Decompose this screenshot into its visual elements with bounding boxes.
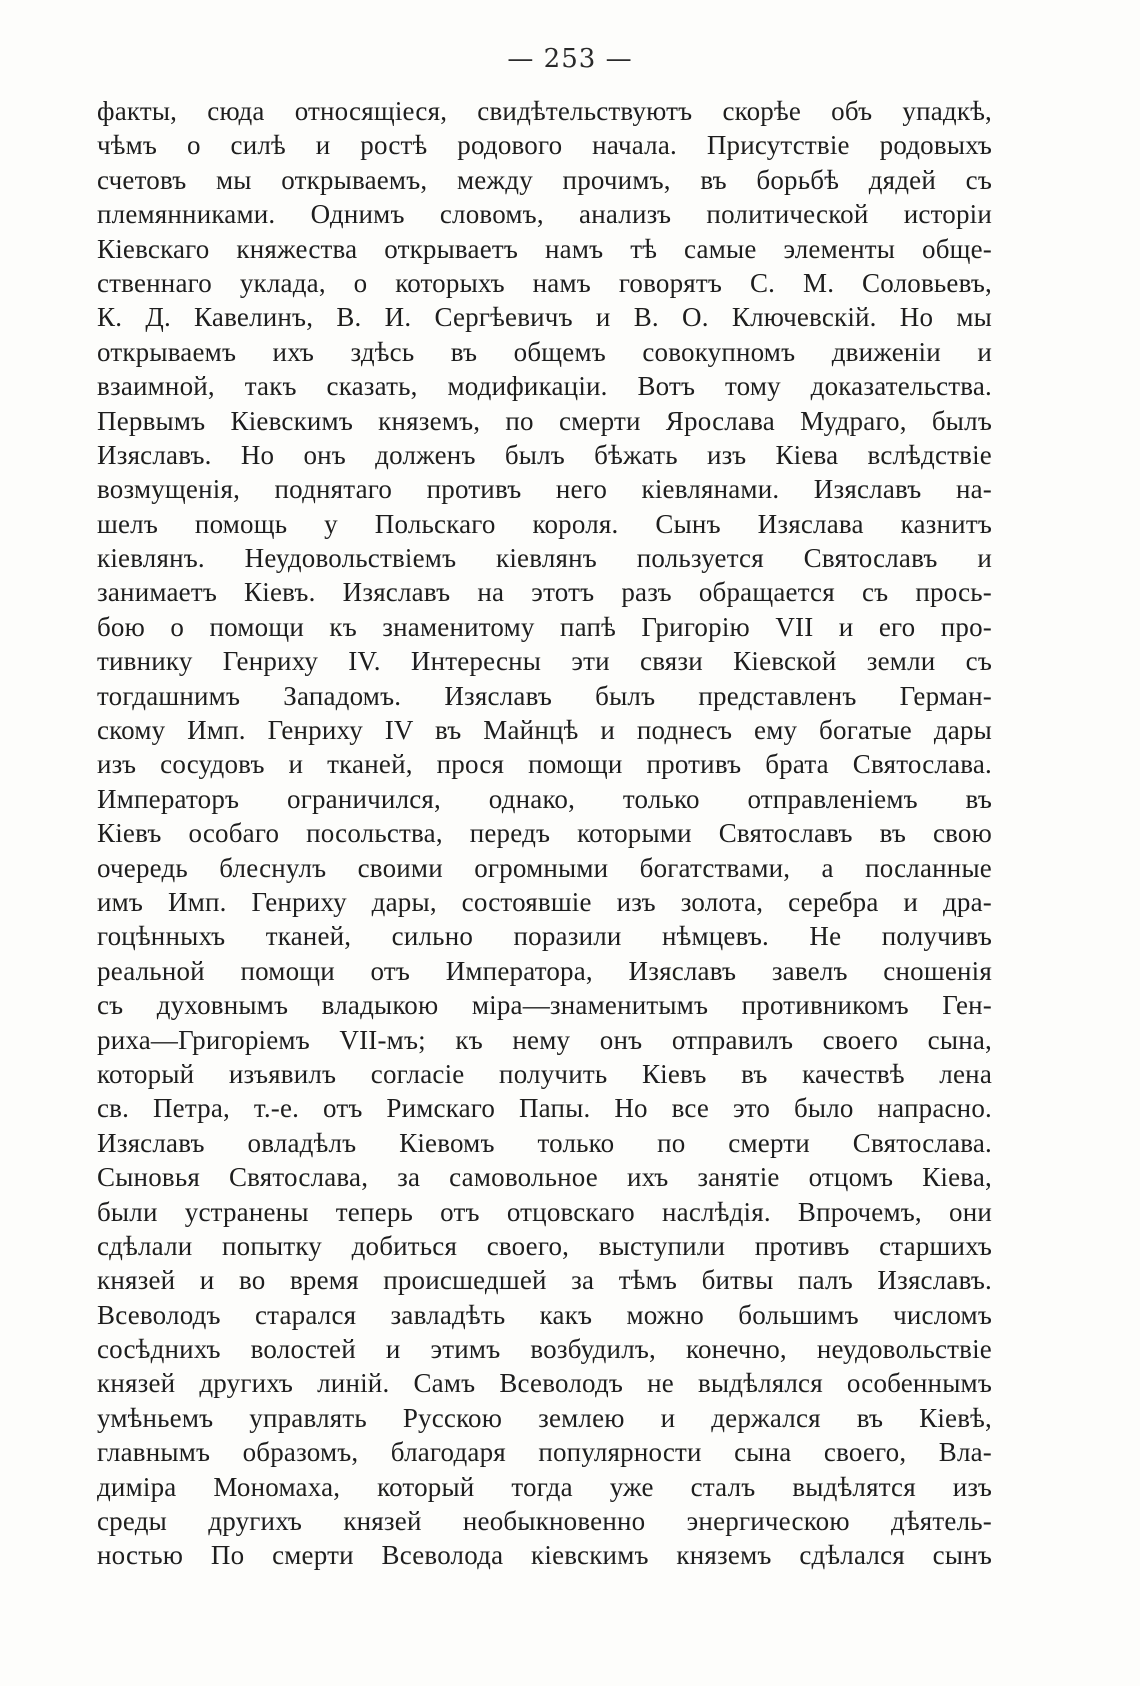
text-line: диміра Мономаха, который тогда уже сталъ выдѣлятся изъ bbox=[97, 1471, 992, 1502]
text-line: возмущенія, поднятаго противъ него кіевлянами. Изяславъ на- bbox=[97, 474, 992, 505]
text-line: Изяславъ овладѣлъ Кіевомъ только по смерти Святослава. bbox=[97, 1127, 992, 1158]
text-line: св. Петра, т.-е. отъ Римскаго Папы. Но все это было напрасно. bbox=[97, 1093, 992, 1124]
text-line: изъ сосудовъ и тканей, прося помощи противъ брата Святослава. bbox=[97, 749, 992, 780]
text-line: Императоръ ограничился, однако, только отправленіемъ въ bbox=[97, 783, 992, 814]
text-line: факты, сюда относящіеся, свидѣтельствуютъ скорѣе объ упадкѣ, bbox=[97, 96, 992, 126]
text-line: среды другихъ князей необыкновенно энергическою дѣятель- bbox=[97, 1506, 992, 1537]
text-line: кіевлянъ. Неудовольствіемъ кіевлянъ пользуется Святославъ и bbox=[97, 543, 992, 574]
text-line: Кіевъ особаго посольства, передъ которыми Святославъ въ свою bbox=[97, 818, 992, 849]
text-line: племянниками. Однимъ словомъ, анализъ политической исторіи bbox=[97, 199, 992, 230]
text-line: Сыновья Святослава, за самовольное ихъ занятіе отцомъ Кіева, bbox=[97, 1162, 992, 1193]
text-line: бою о помощи къ знаменитому папѣ Григорію VII и его про- bbox=[97, 611, 992, 642]
text-line: гоцѣнныхъ тканей, сильно поразили нѣмцевъ. Не получивъ bbox=[97, 921, 992, 952]
text-line: Изяславъ. Но онъ долженъ былъ бѣжать изъ Кіева вслѣдствіе bbox=[97, 439, 992, 470]
text-line: Первымъ Кіевскимъ княземъ, по смерти Ярослава Мудраго, былъ bbox=[97, 405, 992, 436]
page-body-text bbox=[97, 94, 992, 1573]
text-line: счетовъ мы открываемъ, между прочимъ, въ борьбѣ дядей съ bbox=[97, 164, 992, 195]
text-line: который изъявилъ согласіе получить Кіевъ въ качествѣ лена bbox=[97, 1058, 992, 1089]
page-number: — 253 — bbox=[507, 44, 633, 74]
text-line: шелъ помощь у Польскаго короля. Сынъ Изяслава казнитъ bbox=[97, 508, 992, 539]
text-line: тивнику Генриху IV. Интересны эти связи Кіевской земли съ bbox=[97, 646, 992, 677]
text-line: умѣньемъ управлять Русскою землею и держался въ Кіевѣ, bbox=[97, 1402, 992, 1433]
text-line: скому Имп. Генриху IV въ Майнцѣ и поднесъ ему богатые дары bbox=[97, 715, 992, 746]
text-line: занимаетъ Кіевъ. Изяславъ на этотъ разъ обращается съ прось- bbox=[97, 577, 992, 608]
text-line: ностью По смерти Всеволода кіевскимъ княземъ сдѣлался сынъ bbox=[97, 1540, 992, 1571]
text-line: князей и во время происшедшей за тѣмъ битвы палъ Изяславъ. bbox=[97, 1265, 992, 1296]
text-line: князей другихъ линій. Самъ Всеволодъ не выдѣлялся особеннымъ bbox=[97, 1368, 992, 1399]
text-line: Всеволодъ старался завладѣть какъ можно большимъ числомъ bbox=[97, 1299, 992, 1330]
text-line: имъ Имп. Генриху дары, состоявшіе изъ золота, серебра и дра- bbox=[97, 886, 992, 917]
text-line: взаимной, такъ сказать, модификаціи. Вотъ тому доказательства. bbox=[97, 371, 992, 402]
text-line: Кіевскаго княжества открываетъ намъ тѣ самые элементы обще- bbox=[97, 233, 992, 264]
text-line: реальной помощи отъ Императора, Изяславъ завелъ сношенія bbox=[97, 955, 992, 986]
text-line: К. Д. Кавелинъ, В. И. Сергѣевичъ и В. О. Ключевскій. Но мы bbox=[97, 302, 992, 333]
text-line: тогдашнимъ Западомъ. Изяславъ былъ представленъ Герман- bbox=[97, 680, 992, 711]
text-line: открываемъ ихъ здѣсь въ общемъ совокупномъ движеніи и bbox=[97, 336, 992, 367]
text-line: чѣмъ о силѣ и ростѣ родового начала. Присутствіе родовыхъ bbox=[97, 130, 992, 161]
text-line: были устранены теперь отъ отцовскаго наслѣдія. Впрочемъ, они bbox=[97, 1196, 992, 1227]
text-line: съ духовнымъ владыкою міра—знаменитымъ противникомъ Ген- bbox=[97, 990, 992, 1021]
text-line: риха—Григоріемъ VII-мъ; къ нему онъ отправилъ своего сына, bbox=[97, 1024, 992, 1055]
text-line: очередь блеснулъ своими огромными богатствами, а посланные bbox=[97, 852, 992, 883]
text-line: ственнаго уклада, о которыхъ намъ говорятъ С. М. Соловьевъ, bbox=[97, 267, 992, 298]
text-line: сдѣлали попытку добиться своего, выступили противъ старшихъ bbox=[97, 1230, 992, 1261]
text-line: сосѣднихъ волостей и этимъ возбудилъ, конечно, неудовольствіе bbox=[97, 1334, 992, 1365]
text-line: главнымъ образомъ, благодаря популярности сына своего, Вла- bbox=[97, 1437, 992, 1468]
